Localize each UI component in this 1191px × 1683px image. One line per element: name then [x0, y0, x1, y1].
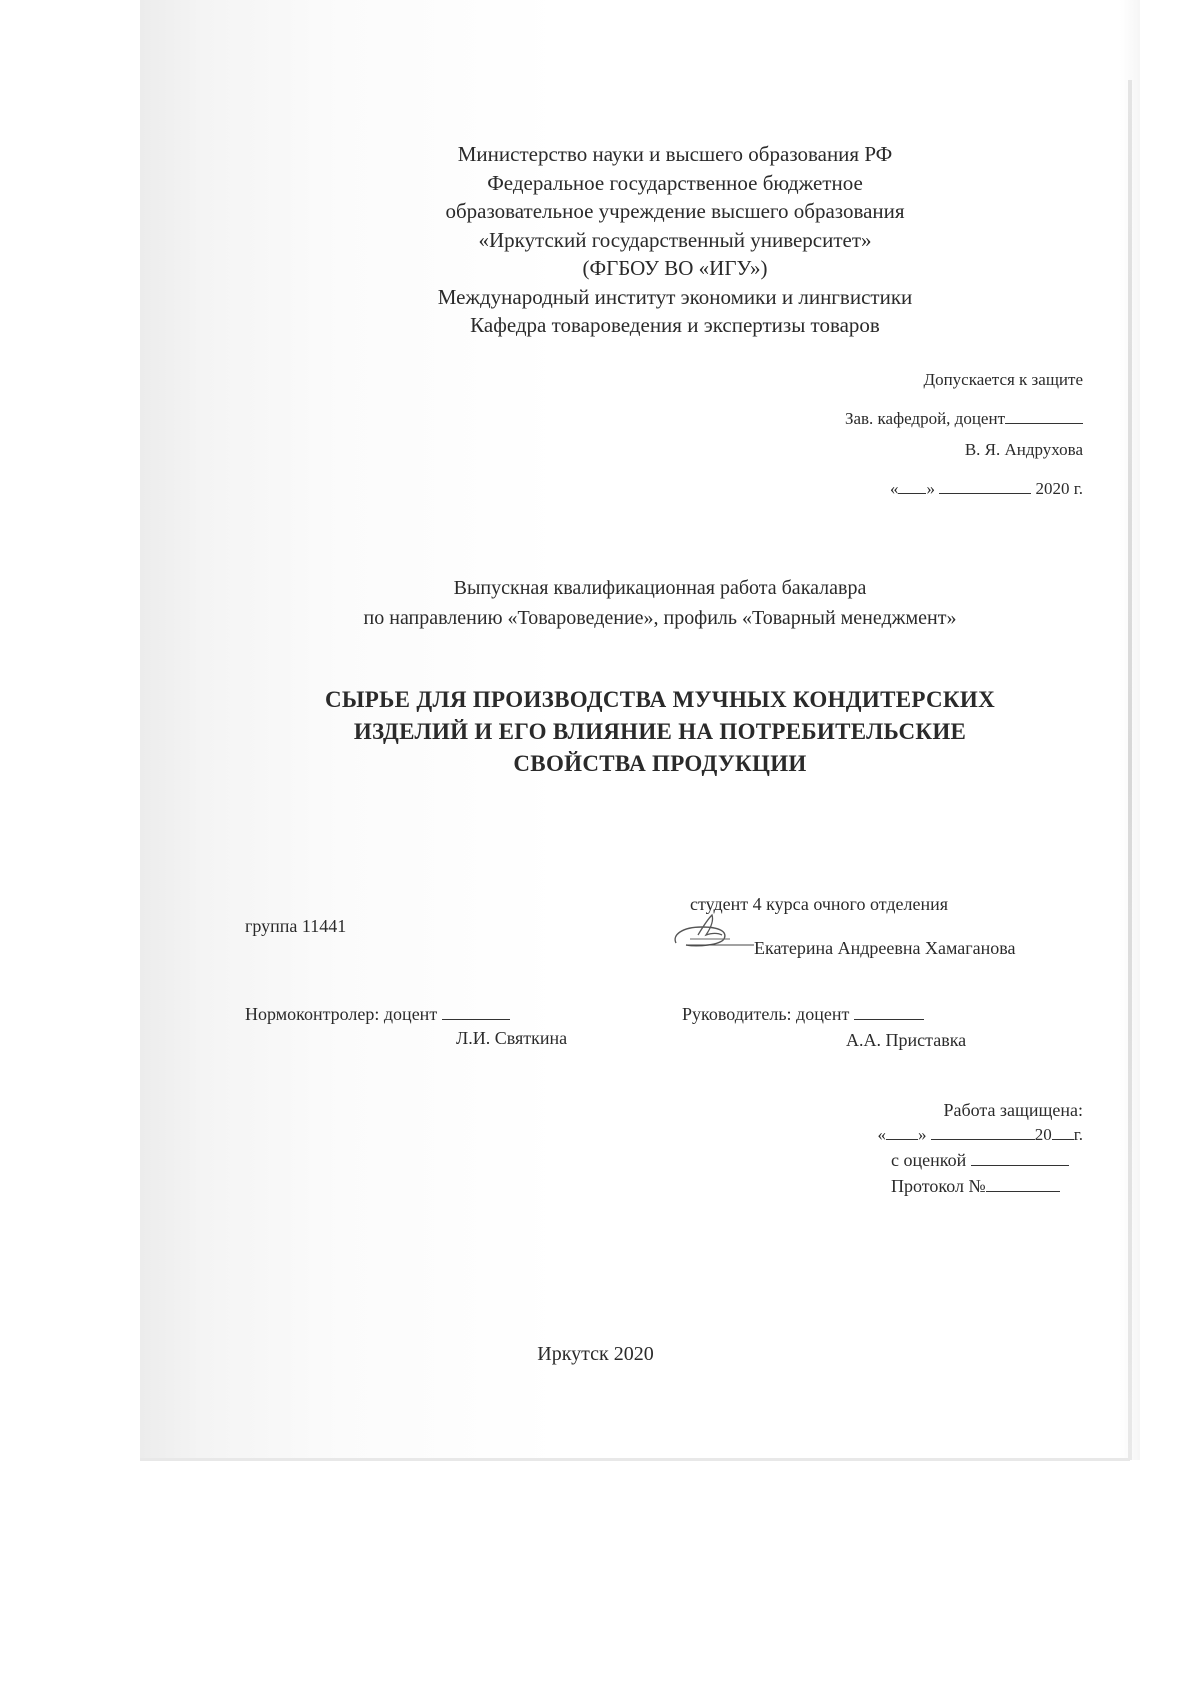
student-name: Екатерина Андреевна Хамаганова — [754, 938, 1016, 958]
approval-date-line — [890, 475, 1083, 499]
defense-year-blank — [1052, 1121, 1074, 1140]
title-line2: ИЗДЕЛИЙ И ЕГО ВЛИЯНИЕ НА ПОТРЕБИТЕЛЬСКИЕ — [353, 719, 967, 744]
normcontrol-signature-blank — [442, 1001, 510, 1020]
approval-head-line — [845, 405, 1083, 429]
work-type-block — [300, 573, 1020, 633]
defense-protected: Работа защищена: — [943, 1100, 1083, 1120]
defense-date-open: « — [877, 1125, 886, 1144]
supervisor-line — [682, 1000, 924, 1028]
defense-date-close: » — [917, 1125, 927, 1144]
ministry-line: Министерство науки и высшего образования РФ — [457, 142, 893, 166]
defense-year-prefix: 20 — [1034, 1125, 1052, 1144]
normcontrol-name: Л.И. Святкина — [456, 1028, 568, 1048]
supervisor-name: А.А. Приставка — [846, 1030, 967, 1050]
approval-signature-blank — [1005, 405, 1083, 424]
supervisor-label: Руководитель: доцент — [682, 1004, 850, 1024]
work-type-line1: Выпускная квалификационная работа бакалавра — [453, 577, 867, 599]
approval-admitted: Допускается к защите — [923, 370, 1083, 389]
scan-edge-right — [1128, 80, 1132, 1460]
institution-header — [405, 140, 945, 340]
university-line: «Иркутский государственный университет» — [478, 227, 872, 252]
approval-month-blank — [939, 475, 1031, 494]
defense-grade-label: с оценкой — [891, 1150, 967, 1170]
approval-date-open: « — [889, 479, 899, 498]
department-line: Кафедра товароведения и экспертизы товаров — [470, 313, 880, 337]
title-line1: СЫРЬЕ ДЛЯ ПРОИЗВОДСТВА МУЧНЫХ КОНДИТЕРСКИХ — [325, 687, 995, 712]
student-course: студент 4 курса очного отделения — [690, 894, 949, 914]
abbrev-line: (ФГБОУ ВО «ИГУ») — [582, 256, 768, 280]
approval-year: 2020 г. — [1035, 479, 1083, 498]
student-group: группа 11441 — [245, 916, 347, 936]
defense-month-blank — [931, 1121, 1035, 1140]
approval-head-label: Зав. кафедрой, доцент — [844, 409, 1005, 428]
defense-date-line — [877, 1121, 1083, 1149]
approval-date-close: » — [926, 479, 935, 498]
footer-city-year: Иркутск 2020 — [537, 1343, 654, 1365]
defense-protocol-blank — [986, 1173, 1060, 1192]
defense-protocol-line — [891, 1172, 1060, 1200]
institute-line: Международный институт экономики и лингвистики — [437, 284, 913, 309]
federal-line: Федеральное государственное бюджетное — [487, 170, 863, 195]
scan-edge-bottom — [140, 1458, 1130, 1461]
defense-grade-blank — [971, 1147, 1069, 1166]
normcontrol-label: Нормоконтролер: доцент — [245, 1004, 438, 1024]
defense-protocol-label: Протокол № — [891, 1176, 986, 1196]
supervisor-signature-blank — [854, 1001, 924, 1020]
education-line: образовательное учреждение высшего образования — [445, 199, 905, 223]
title-line3: СВОЙСТВА ПРОДУКЦИИ — [513, 751, 807, 776]
defense-grade-line — [891, 1146, 1069, 1174]
defense-day-blank — [886, 1121, 918, 1140]
approval-head-name: В. Я. Андрухова — [964, 440, 1083, 459]
thesis-title — [250, 684, 1070, 780]
student-signature-icon — [668, 905, 758, 957]
approval-day-blank — [898, 475, 926, 494]
work-type-line2: по направлению «Товароведение», профиль «Товарный менеджмент» — [363, 607, 957, 629]
defense-year-suffix: г. — [1073, 1125, 1083, 1144]
